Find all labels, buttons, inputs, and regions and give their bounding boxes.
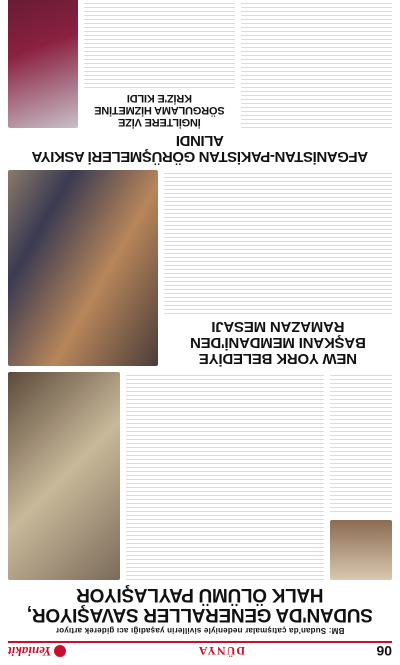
newyork-headline: NEW YORK BELEDİYE BAŞKANI MEMDANİ'DEN RAMAZAN MESAJI <box>190 318 366 367</box>
newyork-body-text <box>164 170 392 314</box>
vize-story <box>84 0 235 128</box>
afghan-headline: AFGANİSTAN-PAKİSTAN GÖRÜŞMELERİ ASKIYA ALINDI <box>31 132 369 165</box>
sudan-story <box>8 372 392 580</box>
sudan-body-text <box>126 372 324 580</box>
vize-headline: İNGİLTERE VİZE SÖRGULAMA HİZMETİNE KRİZ'E KILDI <box>94 92 225 128</box>
bottom-stories <box>8 0 392 128</box>
vize-body-text <box>84 0 235 88</box>
sudan-photo-column <box>8 372 120 580</box>
masthead-name: Yeniakit <box>8 644 52 659</box>
sudan-headline: SUDAN'DA GENERALLER SAVAŞIYOR, HALK ÖLÜMÜ PAYLAŞIYOR <box>27 584 373 625</box>
sudan-byline-column <box>330 372 392 580</box>
masthead-logo-icon <box>54 645 66 657</box>
sudan-kicker: BM: Sudan'da çatışmalar nedeniyle sivillerin yaşadığı acı giderek artıyor <box>55 626 345 635</box>
sudan-photo <box>8 372 120 580</box>
page-header <box>8 641 392 659</box>
passport-photo <box>8 0 78 128</box>
newyork-story <box>8 170 392 366</box>
author-photo <box>330 520 392 580</box>
page-number: 06 <box>376 643 392 659</box>
column-text <box>330 372 392 512</box>
newyork-photo <box>8 170 158 366</box>
section-label: DÜNYA <box>197 644 245 659</box>
masthead <box>8 643 66 659</box>
newyork-text-column <box>164 170 392 366</box>
afghan-body-text <box>241 0 392 128</box>
